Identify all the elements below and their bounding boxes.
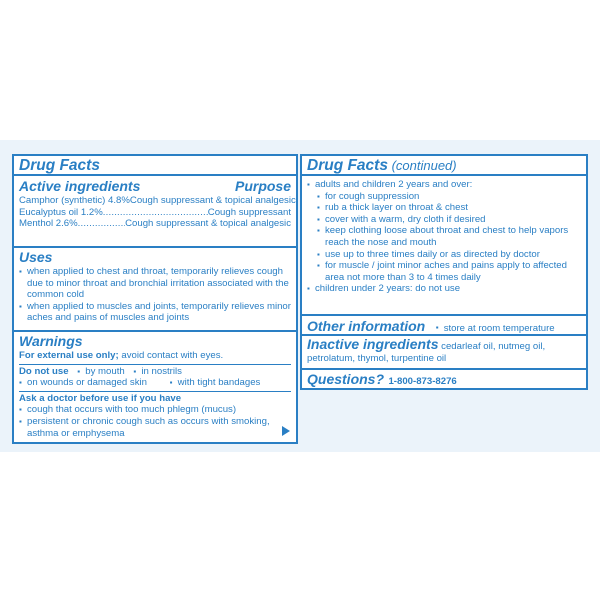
other-information-item: ▪ store at room temperature [436, 323, 555, 334]
drug-facts-panel-right [300, 154, 588, 390]
directions-item: ▪ for muscle / joint minor aches and pains apply to affected area not more than 3 to 4 times daily [317, 260, 581, 283]
directions-item: ▪ use up to three times daily or as directed by doctor [317, 249, 581, 261]
do-not-use-label: Do not use [19, 365, 69, 377]
do-not-use-line [19, 364, 291, 378]
ask-doctor-heading: Ask a doctor before use if you have [19, 391, 291, 405]
do-not-use-item: ▪ by mouth [77, 366, 124, 378]
ask-doctor-item: ▪ cough that occurs with too much phlegm (mucus) [19, 404, 291, 416]
leader-dots [103, 207, 208, 219]
other-information-section [302, 316, 586, 336]
external-use-rest: avoid contact with eyes. [118, 350, 224, 361]
uses-heading: Uses [19, 249, 53, 265]
directions-item: ▪ children under 2 years: do not use [307, 283, 581, 295]
directions-item: ▪ adults and children 2 years and over: [307, 179, 581, 191]
directions-item: ▪ for cough suppression [317, 191, 581, 203]
directions-section [302, 176, 586, 316]
inactive-ingredients-heading: Inactive ingredients [307, 336, 439, 352]
active-ingredients-heading: Active ingredients [19, 178, 141, 194]
uses-section [14, 248, 296, 332]
drug-facts-panel-left [12, 154, 298, 444]
uses-item: ▪ when applied to chest and throat, temporarily relieves cough due to minor throat and bronchial irritation associated with the common cold [19, 266, 291, 301]
active-ingredients-section [14, 176, 296, 248]
drug-facts-title: Drug Facts [19, 157, 100, 174]
ingredient-row [19, 218, 291, 230]
ingredient-purpose: Cough suppressant & topical analgesic [125, 218, 291, 230]
ingredient-name: Camphor (synthetic) 4.8% [19, 195, 130, 206]
uses-item: ▪ when applied to muscles and joints, temporarily relieves minor aches and pains of muscles and joints [19, 301, 291, 324]
external-use-bold: For external use only; [19, 350, 119, 361]
ingredient-name: Eucalyptus oil 1.2% [19, 206, 103, 218]
warnings-heading: Warnings [19, 333, 83, 349]
do-not-use-line-2 [19, 377, 291, 389]
questions-phone: 1-800-873-8276 [388, 376, 457, 387]
directions-item: ▪ rub a thick layer on throat & chest [317, 202, 581, 214]
directions-item: ▪ keep clothing loose about throat and chest to help vapors reach the nose and mouth [317, 225, 581, 248]
other-information-heading: Other information [307, 318, 426, 334]
drug-facts-title-section [14, 156, 296, 176]
inactive-ingredients-section [302, 336, 586, 370]
purpose-heading: Purpose [234, 178, 291, 194]
continue-arrow-icon [282, 426, 290, 436]
external-use-line [19, 350, 291, 362]
leader-dots [78, 218, 125, 230]
directions-item: ▪ cover with a warm, dry cloth if desired [317, 214, 581, 226]
continued-suffix: (continued) [387, 158, 457, 173]
drug-facts-continued-title: Drug Facts [307, 157, 388, 174]
do-not-use-item: ▪ with tight bandages [170, 377, 261, 389]
inactive-ingredients-text: cedarleaf oil, nutmeg oil, petrolatum, thymol, turpentine oil [307, 341, 546, 364]
ingredient-purpose: Cough suppressant & topical analgesic [129, 195, 296, 206]
ask-doctor-item: ▪ persistent or chronic cough such as occurs with smoking, asthma or emphysema [19, 416, 291, 439]
questions-heading: Questions? [307, 371, 385, 387]
ingredient-name: Menthol 2.6% [19, 218, 78, 230]
ingredient-row [19, 195, 296, 207]
ingredient-purpose: Cough suppressant [207, 206, 291, 218]
do-not-use-item: ▪ in nostrils [133, 366, 182, 378]
warnings-section [14, 332, 296, 442]
do-not-use-item: ▪ on wounds or damaged skin [19, 377, 147, 389]
drug-facts-continued-title-section [302, 156, 586, 176]
ingredient-row [19, 207, 291, 219]
inactive-ingredients-block [307, 337, 581, 364]
questions-section [302, 370, 586, 388]
